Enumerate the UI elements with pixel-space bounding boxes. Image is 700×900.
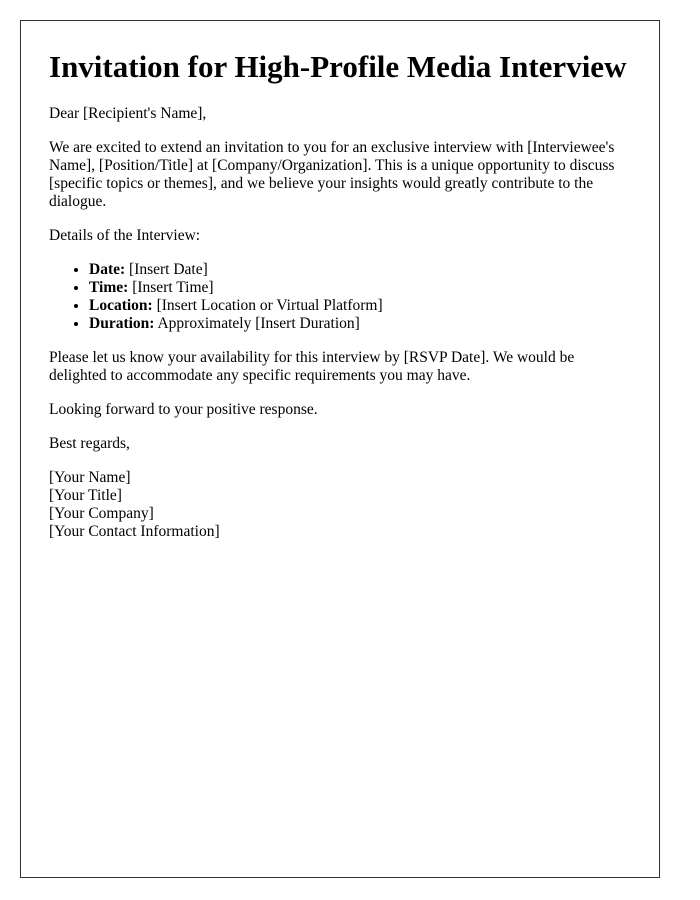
detail-value: [Insert Date]: [129, 261, 208, 278]
closing-line: Looking forward to your positive response.: [49, 401, 318, 418]
letter-page: [20, 20, 660, 878]
detail-item-time: [89, 279, 631, 297]
signature-block: [49, 469, 631, 541]
detail-item-date: [89, 261, 631, 279]
details-list: [49, 261, 631, 333]
detail-label: Duration:: [89, 315, 155, 332]
detail-label: Time:: [89, 279, 129, 296]
detail-label: Location:: [89, 297, 153, 314]
details-heading: Details of the Interview:: [49, 227, 201, 244]
intro-paragraph: We are excited to extend an invitation to you for an exclusive interview with [Interviewee's Name], [Position/Title] at [Company/Organization]. This is a unique opportunity to discuss [specific topics or themes], and we believe your insights would greatly contribute to the dialogue.: [49, 139, 615, 210]
signature-name: [Your Name]: [49, 469, 131, 486]
signature-title: [Your Title]: [49, 487, 122, 504]
detail-value: [Insert Location or Virtual Platform]: [156, 297, 383, 314]
salutation: Dear [Recipient's Name],: [49, 105, 207, 122]
signature-contact: [Your Contact Information]: [49, 523, 220, 540]
detail-value: [Insert Time]: [132, 279, 214, 296]
signature-company: [Your Company]: [49, 505, 154, 522]
detail-item-duration: [89, 315, 631, 333]
letter-title: Invitation for High-Profile Media Interview: [49, 49, 627, 84]
detail-label: Date:: [89, 261, 126, 278]
rsvp-paragraph: Please let us know your availability for this interview by [RSVP Date]. We would be delighted to accommodate any specific requirements you may have.: [49, 349, 575, 384]
detail-value: Approximately [Insert Duration]: [157, 315, 360, 332]
detail-item-location: [89, 297, 631, 315]
sign-off: Best regards,: [49, 435, 130, 452]
